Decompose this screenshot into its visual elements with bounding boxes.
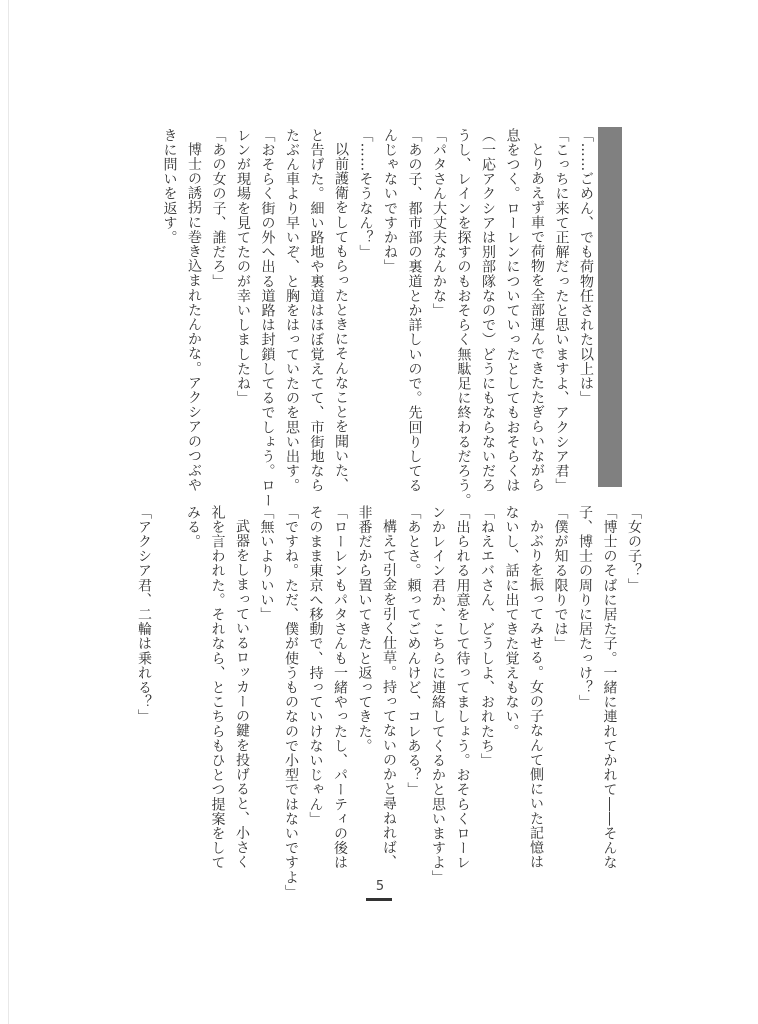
text-line: （一応アクシアは別部隊なので）どうにもならないだろ	[480, 128, 496, 493]
text-line: 構えて引金を引く仕草。持ってないのかと尋ねれば、	[381, 519, 397, 870]
text-line: 子、博士の周りに居たっけ？」	[577, 505, 593, 710]
text-line: たぶん車より早いぞ、と胸をはっていたのを思い出す。	[284, 128, 300, 493]
text-line: 「こっちに来て正解だったと思いますよ、アクシア君」	[553, 128, 570, 493]
text-line: 非番だから置いてきたと返ってきた。	[356, 505, 373, 754]
text-line: レンが現場を見てたのが幸いしましたね」	[235, 128, 251, 406]
page-number: 5	[375, 879, 385, 894]
text-line: 「僕が知る限りでは」	[552, 505, 569, 651]
text-line	[156, 505, 181, 865]
text-line: 「女の子？」	[626, 505, 642, 593]
text-line: そのまま東京へ移動で、持っていけないじゃん」	[307, 505, 324, 827]
text-line: みる。	[185, 505, 201, 549]
upper-text-block	[158, 128, 598, 508]
text-line: と告げた。細い路地や裏道はほぼ覚えてて、市街地なら	[308, 128, 325, 493]
text-line: 武器をしまっているロッカーの鍵を投げると、小さく	[234, 519, 250, 870]
text-line: 「あの子、都市部の裏道とか詳しいので。先回りしてる	[406, 128, 423, 493]
text-line: 「あとさ。頼ってごめんけど、コレある？」	[405, 505, 422, 797]
page-number-underline	[366, 898, 392, 901]
text-line: 「ローレンもパタさんも一緒やったし、パーティの後は	[332, 505, 348, 870]
text-line: 「出られる用意をして待ってましょう。おそらくローレ	[454, 505, 471, 870]
text-line: 「博士のそばに居た子。一緒に連れてかれて――そんな	[601, 505, 618, 870]
text-line: 「……そうなん？」	[357, 128, 374, 260]
lower-text-block	[126, 505, 646, 900]
text-line: 「アクシア君、二輪は乗れる？」	[136, 505, 152, 724]
text-line: 「ですね。ただ、僕が使うものなので小型ではないですよ」	[283, 505, 299, 900]
section-bar	[598, 127, 622, 487]
text-line: ないし、話に出てきた覚えもない。	[503, 505, 520, 739]
text-line: 息をつく。ローレンについていったとしてもおそらくは	[504, 128, 521, 493]
text-line: 「パタさん大丈夫なんかな」	[431, 128, 447, 318]
text-line: 「無いよりいい」	[258, 505, 275, 622]
text-line: かぶりを振ってみせる。女の子なんて側にいた記憶は	[528, 519, 544, 870]
text-line: きに問いを返す。	[161, 128, 178, 245]
text-line: 「おそらく街の外へ出る道路は封鎖してるでしょう。ロー	[259, 128, 276, 508]
text-line: ンかレイン君か、こちらに連絡してくるかと思いますよ」	[430, 505, 446, 885]
text-line: 「あの女の子、誰だろ」	[210, 128, 227, 289]
text-line: 博士の誘拐に巻き込まれたんかな。アクシアのつぶや	[186, 142, 202, 493]
text-line: とりあえず車で荷物を全部運んできたたぎらいながら	[529, 142, 545, 493]
text-line: 「……ごめん、でも荷物任された以上は」	[578, 128, 594, 406]
text-line: 以前護衛をしてもらったときにそんなことを聞いた、	[333, 142, 349, 493]
text-line: 礼を言われた。それなら、とこちらもひとつ提案をして	[209, 505, 226, 870]
text-line: うし、レインを探すのもおそらく無駄足に終わるだろう。	[455, 128, 472, 508]
text-line: 「ねえエバさん、どうしよ、おれたち」	[479, 505, 495, 768]
text-line: んじゃないですかね」	[382, 128, 398, 274]
page-edge	[8, 0, 9, 1024]
